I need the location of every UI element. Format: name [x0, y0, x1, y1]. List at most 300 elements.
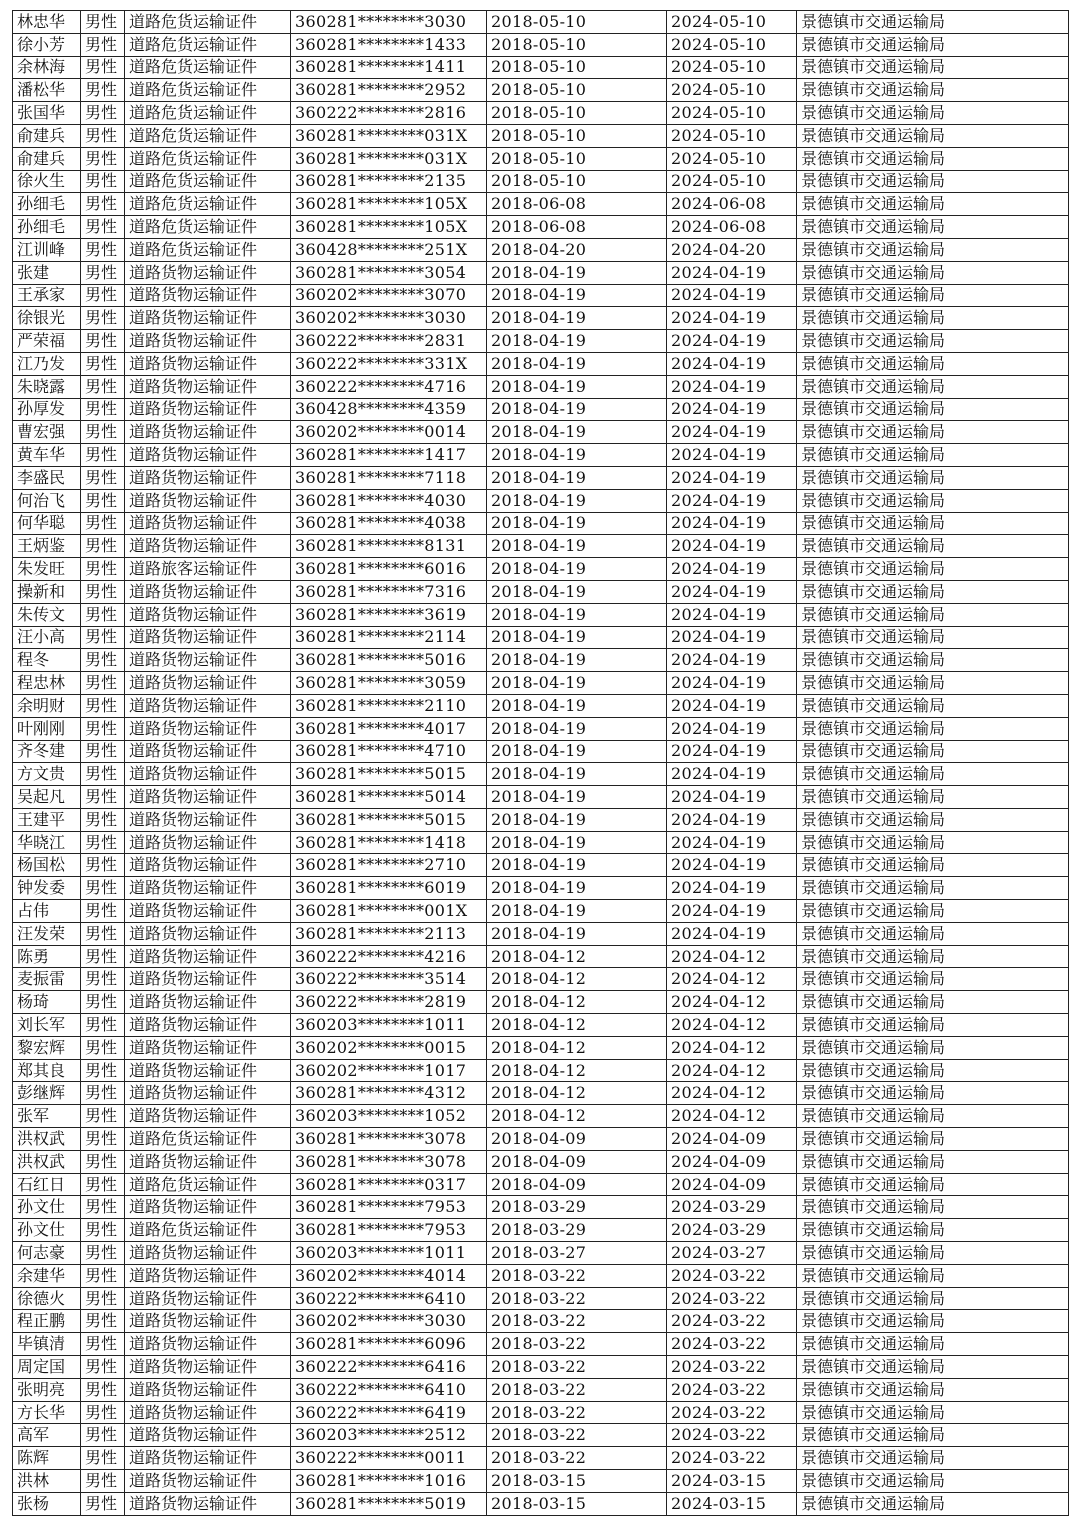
id-number-cell: 360281********031X	[291, 124, 487, 147]
issue-date-cell: 2018-03-29	[487, 1219, 667, 1242]
name-cell: 陈勇	[13, 945, 81, 968]
certificate-type-cell: 道路货物运输证件	[125, 1470, 291, 1493]
expiry-date-cell: 2024-04-19	[667, 489, 797, 512]
name-cell: 张杨	[13, 1492, 81, 1515]
table-row	[13, 854, 1069, 877]
name-cell: 孙文仕	[13, 1219, 81, 1242]
gender-cell: 男性	[81, 33, 125, 56]
issuing-authority-cell: 景德镇市交通运输局	[797, 1424, 1069, 1447]
issuing-authority-cell: 景德镇市交通运输局	[797, 1333, 1069, 1356]
expiry-date-cell: 2024-03-15	[667, 1492, 797, 1515]
issuing-authority-cell: 景德镇市交通运输局	[797, 512, 1069, 535]
name-cell: 彭继辉	[13, 1082, 81, 1105]
expiry-date-cell: 2024-03-29	[667, 1196, 797, 1219]
issuing-authority-cell: 景德镇市交通运输局	[797, 1059, 1069, 1082]
id-number-cell: 360281********6019	[291, 877, 487, 900]
issue-date-cell: 2018-04-19	[487, 922, 667, 945]
table-row	[13, 558, 1069, 581]
name-cell: 林忠华	[13, 11, 81, 34]
issuing-authority-cell: 景德镇市交通运输局	[797, 922, 1069, 945]
gender-cell: 男性	[81, 1242, 125, 1265]
issue-date-cell: 2018-06-08	[487, 216, 667, 239]
name-cell: 高军	[13, 1424, 81, 1447]
gender-cell: 男性	[81, 238, 125, 261]
issue-date-cell: 2018-03-22	[487, 1333, 667, 1356]
id-number-cell: 360281********6096	[291, 1333, 487, 1356]
issue-date-cell: 2018-03-22	[487, 1287, 667, 1310]
issue-date-cell: 2018-04-12	[487, 968, 667, 991]
table-row	[13, 330, 1069, 353]
issue-date-cell: 2018-04-19	[487, 603, 667, 626]
expiry-date-cell: 2024-05-10	[667, 170, 797, 193]
issue-date-cell: 2018-04-20	[487, 238, 667, 261]
id-number-cell: 360281********105X	[291, 216, 487, 239]
name-cell: 孙文仕	[13, 1196, 81, 1219]
name-cell: 江训峰	[13, 238, 81, 261]
issuing-authority-cell: 景德镇市交通运输局	[797, 330, 1069, 353]
table-row	[13, 1196, 1069, 1219]
id-number-cell: 360203********2512	[291, 1424, 487, 1447]
issue-date-cell: 2018-04-19	[487, 466, 667, 489]
id-number-cell: 360281********2135	[291, 170, 487, 193]
name-cell: 江乃发	[13, 352, 81, 375]
expiry-date-cell: 2024-04-09	[667, 1150, 797, 1173]
issue-date-cell: 2018-04-19	[487, 694, 667, 717]
issue-date-cell: 2018-03-15	[487, 1492, 667, 1515]
issue-date-cell: 2018-05-10	[487, 33, 667, 56]
name-cell: 吴起凡	[13, 786, 81, 809]
certificate-type-cell: 道路货物运输证件	[125, 489, 291, 512]
table-row	[13, 102, 1069, 125]
gender-cell: 男性	[81, 1082, 125, 1105]
certificate-type-cell: 道路危货运输证件	[125, 56, 291, 79]
issue-date-cell: 2018-04-19	[487, 808, 667, 831]
issue-date-cell: 2018-04-19	[487, 900, 667, 923]
id-number-cell: 360281********3059	[291, 672, 487, 695]
issuing-authority-cell: 景德镇市交通运输局	[797, 1173, 1069, 1196]
issuing-authority-cell: 景德镇市交通运输局	[797, 147, 1069, 170]
certificate-type-cell: 道路货物运输证件	[125, 877, 291, 900]
name-cell: 郑其良	[13, 1059, 81, 1082]
issue-date-cell: 2018-03-27	[487, 1242, 667, 1265]
id-number-cell: 360222********3514	[291, 968, 487, 991]
certificate-type-cell: 道路货物运输证件	[125, 421, 291, 444]
id-number-cell: 360203********1011	[291, 1242, 487, 1265]
expiry-date-cell: 2024-04-19	[667, 535, 797, 558]
expiry-date-cell: 2024-04-19	[667, 877, 797, 900]
table-row	[13, 352, 1069, 375]
expiry-date-cell: 2024-04-19	[667, 808, 797, 831]
gender-cell: 男性	[81, 808, 125, 831]
certificate-type-cell: 道路货物运输证件	[125, 1356, 291, 1379]
expiry-date-cell: 2024-03-22	[667, 1287, 797, 1310]
certificate-type-cell: 道路货物运输证件	[125, 922, 291, 945]
table-row	[13, 421, 1069, 444]
gender-cell: 男性	[81, 626, 125, 649]
certificate-type-cell: 道路货物运输证件	[125, 968, 291, 991]
name-cell: 王建平	[13, 808, 81, 831]
id-number-cell: 360281********031X	[291, 147, 487, 170]
expiry-date-cell: 2024-04-19	[667, 307, 797, 330]
certificate-type-cell: 道路货物运输证件	[125, 763, 291, 786]
certificate-type-cell: 道路货物运输证件	[125, 580, 291, 603]
issuing-authority-cell: 景德镇市交通运输局	[797, 945, 1069, 968]
name-cell: 朱发旺	[13, 558, 81, 581]
expiry-date-cell: 2024-04-19	[667, 580, 797, 603]
id-number-cell: 360281********2114	[291, 626, 487, 649]
issue-date-cell: 2018-04-19	[487, 558, 667, 581]
issue-date-cell: 2018-04-19	[487, 831, 667, 854]
expiry-date-cell: 2024-05-10	[667, 147, 797, 170]
issuing-authority-cell: 景德镇市交通运输局	[797, 831, 1069, 854]
expiry-date-cell: 2024-04-19	[667, 831, 797, 854]
issuing-authority-cell: 景德镇市交通运输局	[797, 193, 1069, 216]
certificate-type-cell: 道路危货运输证件	[125, 238, 291, 261]
id-number-cell: 360281********105X	[291, 193, 487, 216]
expiry-date-cell: 2024-04-09	[667, 1173, 797, 1196]
issuing-authority-cell: 景德镇市交通运输局	[797, 216, 1069, 239]
gender-cell: 男性	[81, 945, 125, 968]
gender-cell: 男性	[81, 1059, 125, 1082]
table-row	[13, 763, 1069, 786]
certificate-type-cell: 道路货物运输证件	[125, 1036, 291, 1059]
certificate-type-cell: 道路货物运输证件	[125, 1333, 291, 1356]
gender-cell: 男性	[81, 649, 125, 672]
id-number-cell: 360281********7953	[291, 1196, 487, 1219]
id-number-cell: 360222********2819	[291, 991, 487, 1014]
id-number-cell: 360202********4014	[291, 1264, 487, 1287]
issue-date-cell: 2018-04-12	[487, 1105, 667, 1128]
expiry-date-cell: 2024-03-22	[667, 1333, 797, 1356]
issue-date-cell: 2018-04-09	[487, 1173, 667, 1196]
id-number-cell: 360281********7316	[291, 580, 487, 603]
id-number-cell: 360202********3030	[291, 307, 487, 330]
expiry-date-cell: 2024-04-12	[667, 1105, 797, 1128]
id-number-cell: 360281********4710	[291, 740, 487, 763]
table-row	[13, 580, 1069, 603]
issuing-authority-cell: 景德镇市交通运输局	[797, 444, 1069, 467]
issue-date-cell: 2018-03-22	[487, 1356, 667, 1379]
table-row	[13, 1105, 1069, 1128]
issue-date-cell: 2018-04-19	[487, 672, 667, 695]
certificate-type-cell: 道路货物运输证件	[125, 444, 291, 467]
expiry-date-cell: 2024-05-10	[667, 102, 797, 125]
issuing-authority-cell: 景德镇市交通运输局	[797, 854, 1069, 877]
id-number-cell: 360222********331X	[291, 352, 487, 375]
gender-cell: 男性	[81, 375, 125, 398]
expiry-date-cell: 2024-05-10	[667, 33, 797, 56]
name-cell: 程冬	[13, 649, 81, 672]
name-cell: 朱晓露	[13, 375, 81, 398]
id-number-cell: 360281********1418	[291, 831, 487, 854]
gender-cell: 男性	[81, 421, 125, 444]
issue-date-cell: 2018-04-12	[487, 1082, 667, 1105]
expiry-date-cell: 2024-04-20	[667, 238, 797, 261]
certificate-type-cell: 道路货物运输证件	[125, 1310, 291, 1333]
certificate-type-cell: 道路货物运输证件	[125, 1150, 291, 1173]
issue-date-cell: 2018-05-10	[487, 102, 667, 125]
certificate-type-cell: 道路货物运输证件	[125, 945, 291, 968]
gender-cell: 男性	[81, 580, 125, 603]
certificate-type-cell: 道路货物运输证件	[125, 261, 291, 284]
issue-date-cell: 2018-04-12	[487, 945, 667, 968]
issuing-authority-cell: 景德镇市交通运输局	[797, 603, 1069, 626]
name-cell: 钟发委	[13, 877, 81, 900]
issue-date-cell: 2018-04-19	[487, 421, 667, 444]
issuing-authority-cell: 景德镇市交通运输局	[797, 1242, 1069, 1265]
issuing-authority-cell: 景德镇市交通运输局	[797, 672, 1069, 695]
expiry-date-cell: 2024-06-08	[667, 216, 797, 239]
id-number-cell: 360281********7953	[291, 1219, 487, 1242]
issuing-authority-cell: 景德镇市交通运输局	[797, 694, 1069, 717]
table-row	[13, 1310, 1069, 1333]
id-number-cell: 360202********3030	[291, 1310, 487, 1333]
table-row	[13, 1014, 1069, 1037]
id-number-cell: 360222********6410	[291, 1378, 487, 1401]
certificate-type-cell: 道路货物运输证件	[125, 1196, 291, 1219]
gender-cell: 男性	[81, 444, 125, 467]
certificate-type-cell: 道路货物运输证件	[125, 740, 291, 763]
id-number-cell: 360281********4312	[291, 1082, 487, 1105]
issue-date-cell: 2018-04-19	[487, 763, 667, 786]
issue-date-cell: 2018-03-22	[487, 1401, 667, 1424]
id-number-cell: 360281********1411	[291, 56, 487, 79]
issue-date-cell: 2018-04-12	[487, 1014, 667, 1037]
issue-date-cell: 2018-04-12	[487, 1036, 667, 1059]
gender-cell: 男性	[81, 694, 125, 717]
id-number-cell: 360281********5015	[291, 808, 487, 831]
certificate-type-cell: 道路货物运输证件	[125, 330, 291, 353]
certificate-type-cell: 道路危货运输证件	[125, 216, 291, 239]
issuing-authority-cell: 景德镇市交通运输局	[797, 421, 1069, 444]
expiry-date-cell: 2024-04-12	[667, 968, 797, 991]
certificate-type-cell: 道路货物运输证件	[125, 512, 291, 535]
id-number-cell: 360281********4038	[291, 512, 487, 535]
name-cell: 洪林	[13, 1470, 81, 1493]
name-cell: 汪发荣	[13, 922, 81, 945]
gender-cell: 男性	[81, 216, 125, 239]
certificate-type-cell: 道路货物运输证件	[125, 1082, 291, 1105]
certificate-type-cell: 道路货物运输证件	[125, 1287, 291, 1310]
gender-cell: 男性	[81, 603, 125, 626]
certificate-type-cell: 道路货物运输证件	[125, 535, 291, 558]
issue-date-cell: 2018-04-19	[487, 535, 667, 558]
gender-cell: 男性	[81, 1492, 125, 1515]
expiry-date-cell: 2024-04-19	[667, 717, 797, 740]
id-number-cell: 360281********5016	[291, 649, 487, 672]
issue-date-cell: 2018-04-19	[487, 375, 667, 398]
name-cell: 黄车华	[13, 444, 81, 467]
gender-cell: 男性	[81, 1105, 125, 1128]
issuing-authority-cell: 景德镇市交通运输局	[797, 626, 1069, 649]
name-cell: 孙细毛	[13, 216, 81, 239]
certificate-type-cell: 道路危货运输证件	[125, 193, 291, 216]
id-number-cell: 360281********2113	[291, 922, 487, 945]
issuing-authority-cell: 景德镇市交通运输局	[797, 1219, 1069, 1242]
issue-date-cell: 2018-04-19	[487, 580, 667, 603]
name-cell: 杨国松	[13, 854, 81, 877]
issuing-authority-cell: 景德镇市交通运输局	[797, 261, 1069, 284]
name-cell: 余明财	[13, 694, 81, 717]
expiry-date-cell: 2024-04-19	[667, 672, 797, 695]
id-number-cell: 360203********1011	[291, 1014, 487, 1037]
table-row	[13, 489, 1069, 512]
certificate-type-cell: 道路货物运输证件	[125, 694, 291, 717]
certificate-type-cell: 道路危货运输证件	[125, 102, 291, 125]
gender-cell: 男性	[81, 1470, 125, 1493]
issue-date-cell: 2018-05-10	[487, 79, 667, 102]
gender-cell: 男性	[81, 922, 125, 945]
name-cell: 李盛民	[13, 466, 81, 489]
certificate-type-cell: 道路货物运输证件	[125, 1492, 291, 1515]
gender-cell: 男性	[81, 512, 125, 535]
issuing-authority-cell: 景德镇市交通运输局	[797, 580, 1069, 603]
expiry-date-cell: 2024-04-09	[667, 1128, 797, 1151]
issuing-authority-cell: 景德镇市交通运输局	[797, 1128, 1069, 1151]
table-row	[13, 922, 1069, 945]
gender-cell: 男性	[81, 1333, 125, 1356]
certificate-type-cell: 道路危货运输证件	[125, 147, 291, 170]
id-number-cell: 360281********5014	[291, 786, 487, 809]
expiry-date-cell: 2024-04-19	[667, 922, 797, 945]
table-row	[13, 603, 1069, 626]
name-cell: 汪小高	[13, 626, 81, 649]
issuing-authority-cell: 景德镇市交通运输局	[797, 649, 1069, 672]
expiry-date-cell: 2024-05-10	[667, 11, 797, 34]
issuing-authority-cell: 景德镇市交通运输局	[797, 1401, 1069, 1424]
certificate-type-cell: 道路货物运输证件	[125, 786, 291, 809]
table-row	[13, 1424, 1069, 1447]
issuing-authority-cell: 景德镇市交通运输局	[797, 740, 1069, 763]
name-cell: 华晓江	[13, 831, 81, 854]
certificate-type-cell: 道路货物运输证件	[125, 1014, 291, 1037]
gender-cell: 男性	[81, 352, 125, 375]
name-cell: 何华聪	[13, 512, 81, 535]
id-number-cell: 360222********6416	[291, 1356, 487, 1379]
id-number-cell: 360281********2952	[291, 79, 487, 102]
issue-date-cell: 2018-04-19	[487, 398, 667, 421]
certificate-type-cell: 道路货物运输证件	[125, 1378, 291, 1401]
id-number-cell: 360281********2710	[291, 854, 487, 877]
expiry-date-cell: 2024-03-22	[667, 1264, 797, 1287]
gender-cell: 男性	[81, 1356, 125, 1379]
name-cell: 曹宏强	[13, 421, 81, 444]
id-number-cell: 360222********2816	[291, 102, 487, 125]
certificate-type-cell: 道路危货运输证件	[125, 1173, 291, 1196]
gender-cell: 男性	[81, 1264, 125, 1287]
certificate-type-cell: 道路危货运输证件	[125, 170, 291, 193]
certificate-roster-table	[12, 10, 1069, 1516]
id-number-cell: 360281********4030	[291, 489, 487, 512]
issuing-authority-cell: 景德镇市交通运输局	[797, 11, 1069, 34]
expiry-date-cell: 2024-05-10	[667, 124, 797, 147]
name-cell: 黎宏辉	[13, 1036, 81, 1059]
name-cell: 潘松华	[13, 79, 81, 102]
expiry-date-cell: 2024-04-19	[667, 444, 797, 467]
issuing-authority-cell: 景德镇市交通运输局	[797, 991, 1069, 1014]
certificate-type-cell: 道路货物运输证件	[125, 991, 291, 1014]
table-row	[13, 649, 1069, 672]
certificate-type-cell: 道路货物运输证件	[125, 284, 291, 307]
certificate-type-cell: 道路货物运输证件	[125, 352, 291, 375]
name-cell: 操新和	[13, 580, 81, 603]
name-cell: 俞建兵	[13, 124, 81, 147]
certificate-type-cell: 道路货物运输证件	[125, 808, 291, 831]
issue-date-cell: 2018-04-19	[487, 649, 667, 672]
table-row	[13, 216, 1069, 239]
table-row	[13, 1287, 1069, 1310]
table-row	[13, 786, 1069, 809]
issuing-authority-cell: 景德镇市交通运输局	[797, 124, 1069, 147]
table-row	[13, 626, 1069, 649]
gender-cell: 男性	[81, 1036, 125, 1059]
gender-cell: 男性	[81, 1401, 125, 1424]
name-cell: 徐银光	[13, 307, 81, 330]
id-number-cell: 360428********251X	[291, 238, 487, 261]
table-row	[13, 33, 1069, 56]
issue-date-cell: 2018-04-19	[487, 786, 667, 809]
issuing-authority-cell: 景德镇市交通运输局	[797, 56, 1069, 79]
id-number-cell: 360222********4716	[291, 375, 487, 398]
id-number-cell: 360203********1052	[291, 1105, 487, 1128]
issuing-authority-cell: 景德镇市交通运输局	[797, 79, 1069, 102]
issuing-authority-cell: 景德镇市交通运输局	[797, 1036, 1069, 1059]
issuing-authority-cell: 景德镇市交通运输局	[797, 558, 1069, 581]
gender-cell: 男性	[81, 56, 125, 79]
gender-cell: 男性	[81, 1378, 125, 1401]
gender-cell: 男性	[81, 170, 125, 193]
table-row	[13, 1242, 1069, 1265]
issue-date-cell: 2018-04-19	[487, 307, 667, 330]
issue-date-cell: 2018-04-19	[487, 717, 667, 740]
issuing-authority-cell: 景德镇市交通运输局	[797, 170, 1069, 193]
expiry-date-cell: 2024-03-22	[667, 1378, 797, 1401]
expiry-date-cell: 2024-04-12	[667, 1059, 797, 1082]
gender-cell: 男性	[81, 1014, 125, 1037]
certificate-type-cell: 道路货物运输证件	[125, 900, 291, 923]
name-cell: 程正鹏	[13, 1310, 81, 1333]
name-cell: 何治飞	[13, 489, 81, 512]
expiry-date-cell: 2024-03-15	[667, 1470, 797, 1493]
issuing-authority-cell: 景德镇市交通运输局	[797, 900, 1069, 923]
table-row	[13, 1173, 1069, 1196]
table-row	[13, 79, 1069, 102]
expiry-date-cell: 2024-04-19	[667, 786, 797, 809]
gender-cell: 男性	[81, 307, 125, 330]
certificate-type-cell: 道路货物运输证件	[125, 1264, 291, 1287]
certificate-type-cell: 道路危货运输证件	[125, 33, 291, 56]
gender-cell: 男性	[81, 717, 125, 740]
id-number-cell: 360222********6419	[291, 1401, 487, 1424]
id-number-cell: 360202********3070	[291, 284, 487, 307]
issuing-authority-cell: 景德镇市交通运输局	[797, 1356, 1069, 1379]
name-cell: 徐小芳	[13, 33, 81, 56]
table-row	[13, 1264, 1069, 1287]
gender-cell: 男性	[81, 1150, 125, 1173]
id-number-cell: 360281********8131	[291, 535, 487, 558]
table-row	[13, 740, 1069, 763]
name-cell: 张军	[13, 1105, 81, 1128]
table-row	[13, 1447, 1069, 1470]
roster-body	[13, 11, 1069, 1516]
issuing-authority-cell: 景德镇市交通运输局	[797, 1492, 1069, 1515]
table-row	[13, 808, 1069, 831]
gender-cell: 男性	[81, 900, 125, 923]
certificate-type-cell: 道路货物运输证件	[125, 1424, 291, 1447]
table-row	[13, 1219, 1069, 1242]
expiry-date-cell: 2024-04-19	[667, 603, 797, 626]
id-number-cell: 360281********3078	[291, 1150, 487, 1173]
